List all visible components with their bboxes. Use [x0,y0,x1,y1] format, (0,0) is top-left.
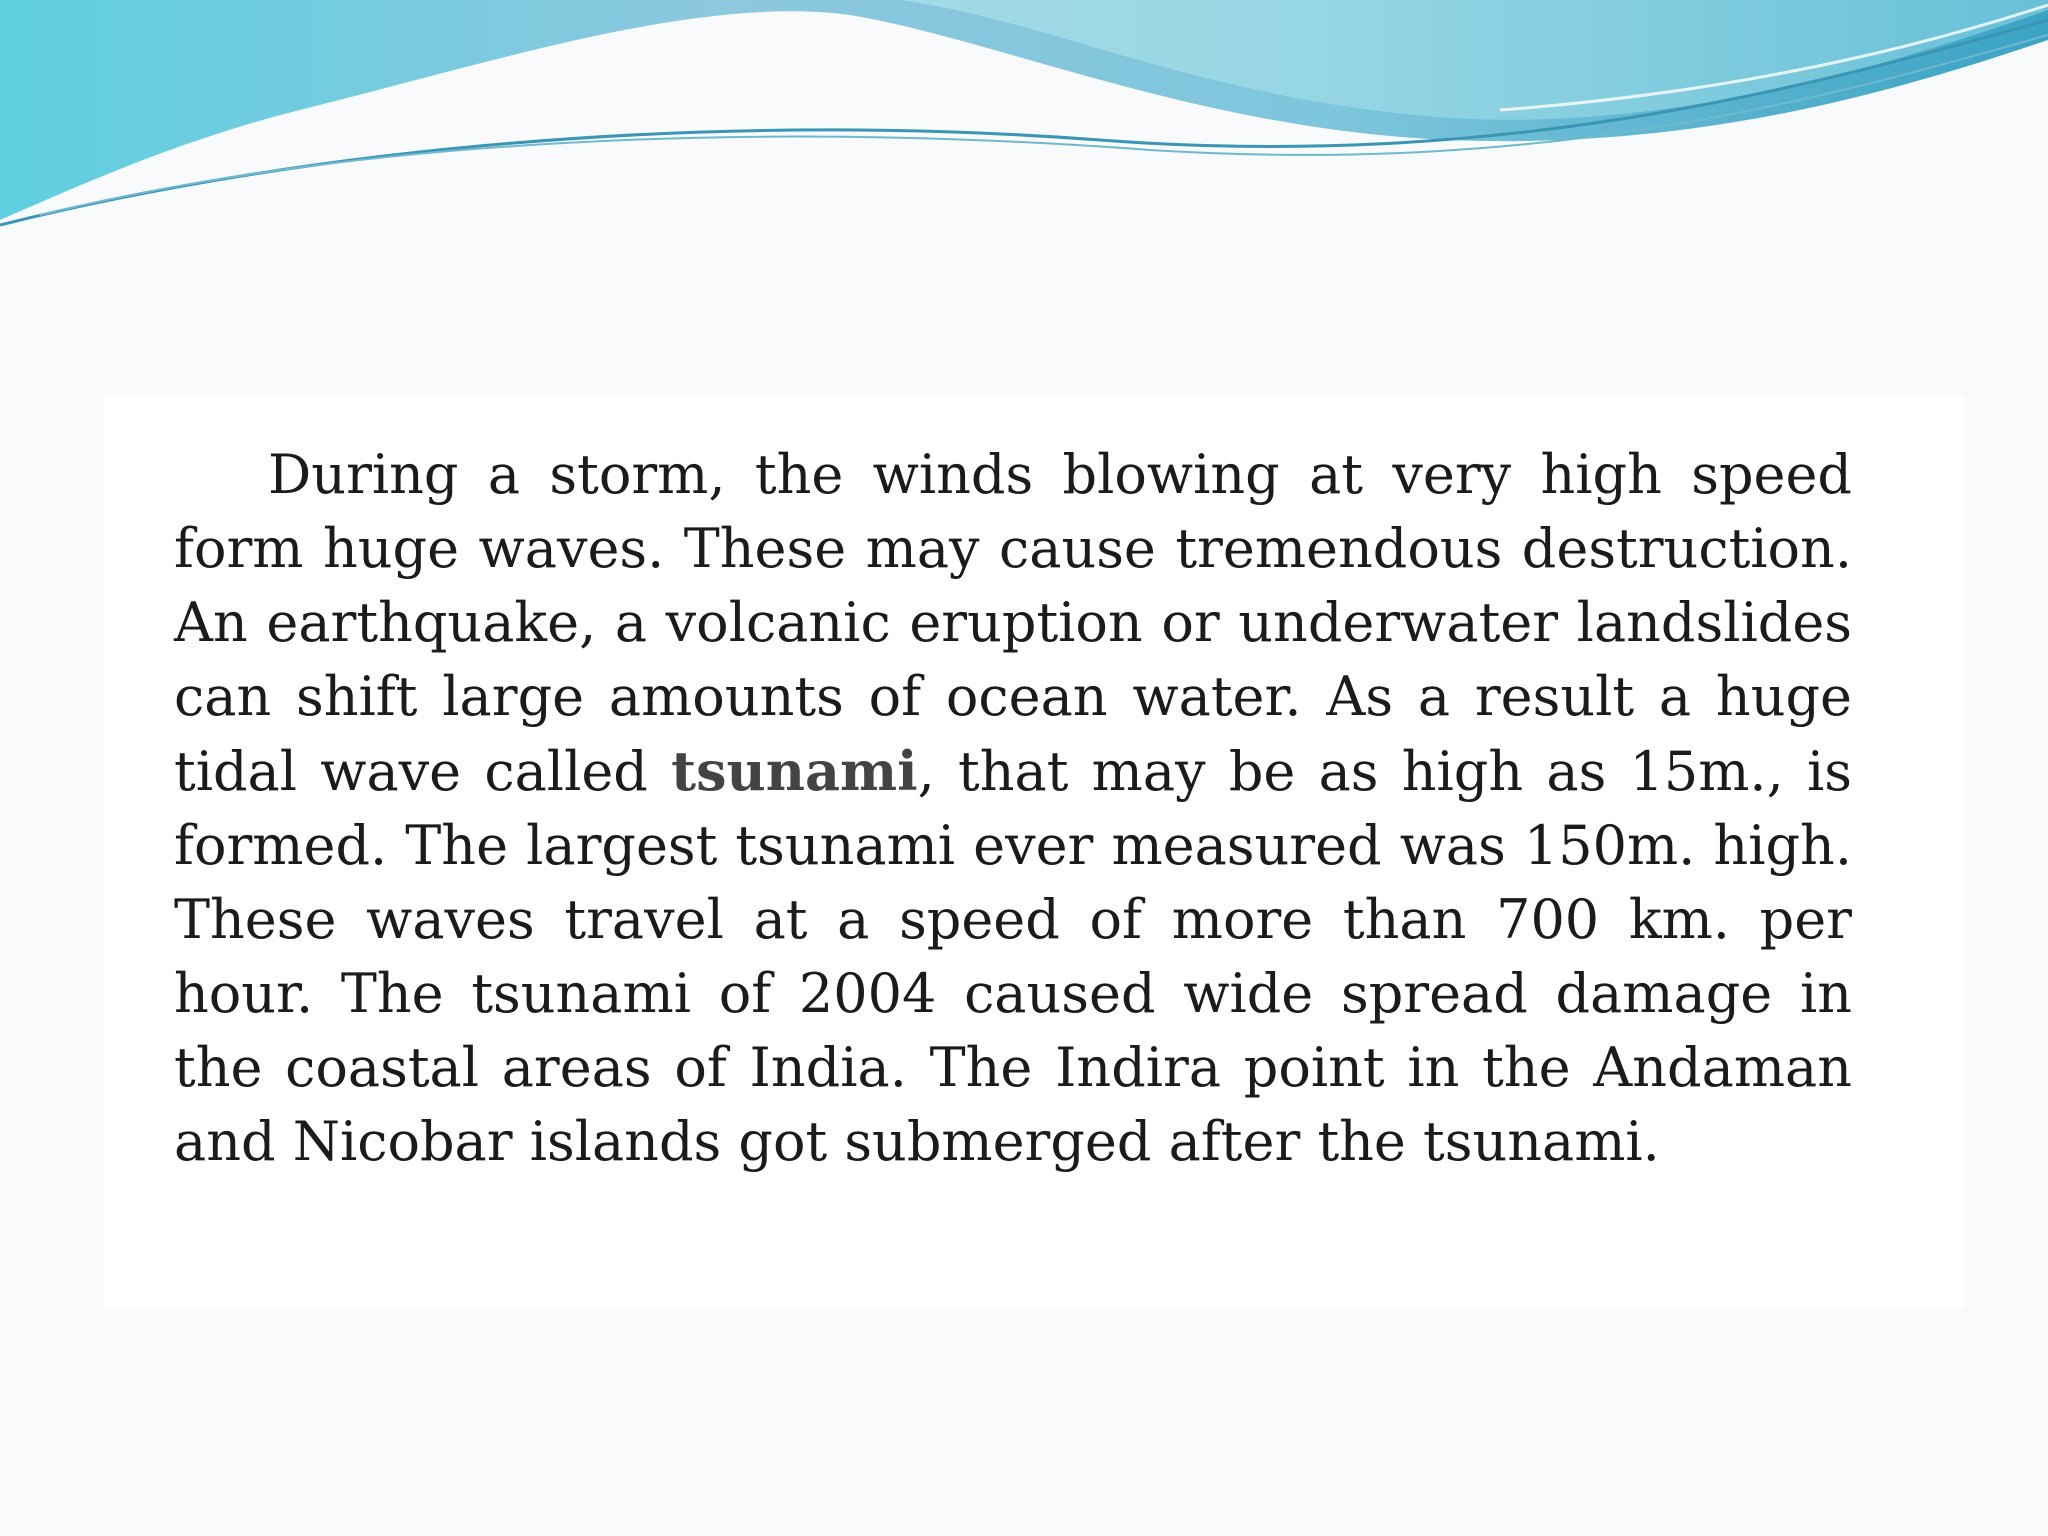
paragraph-text-before: During a storm, the winds blowing at very high speed form huge waves. These may cause tremendous destruction. An earthquake, a volcanic eruption or underwater landslides can shift large amounts of ocean water. As a result a huge tidal wave called [174,443,1852,803]
wave-banner-decoration [0,0,2048,260]
tsunami-paragraph [174,438,1852,1179]
text-excerpt-image [104,394,1964,1310]
tsunami-bold-term: tsunami [671,739,918,803]
paragraph-text-after: , that may be as high as 15m., is formed. The largest tsunami ever measured was 150m. high. These waves travel at a speed of more than 700 km. per hour. The tsunami of 2004 caused wide spread damage in the coastal areas of India. The Indira point in the Andaman and Nicobar islands got submerged after the tsunami. [174,740,1852,1173]
